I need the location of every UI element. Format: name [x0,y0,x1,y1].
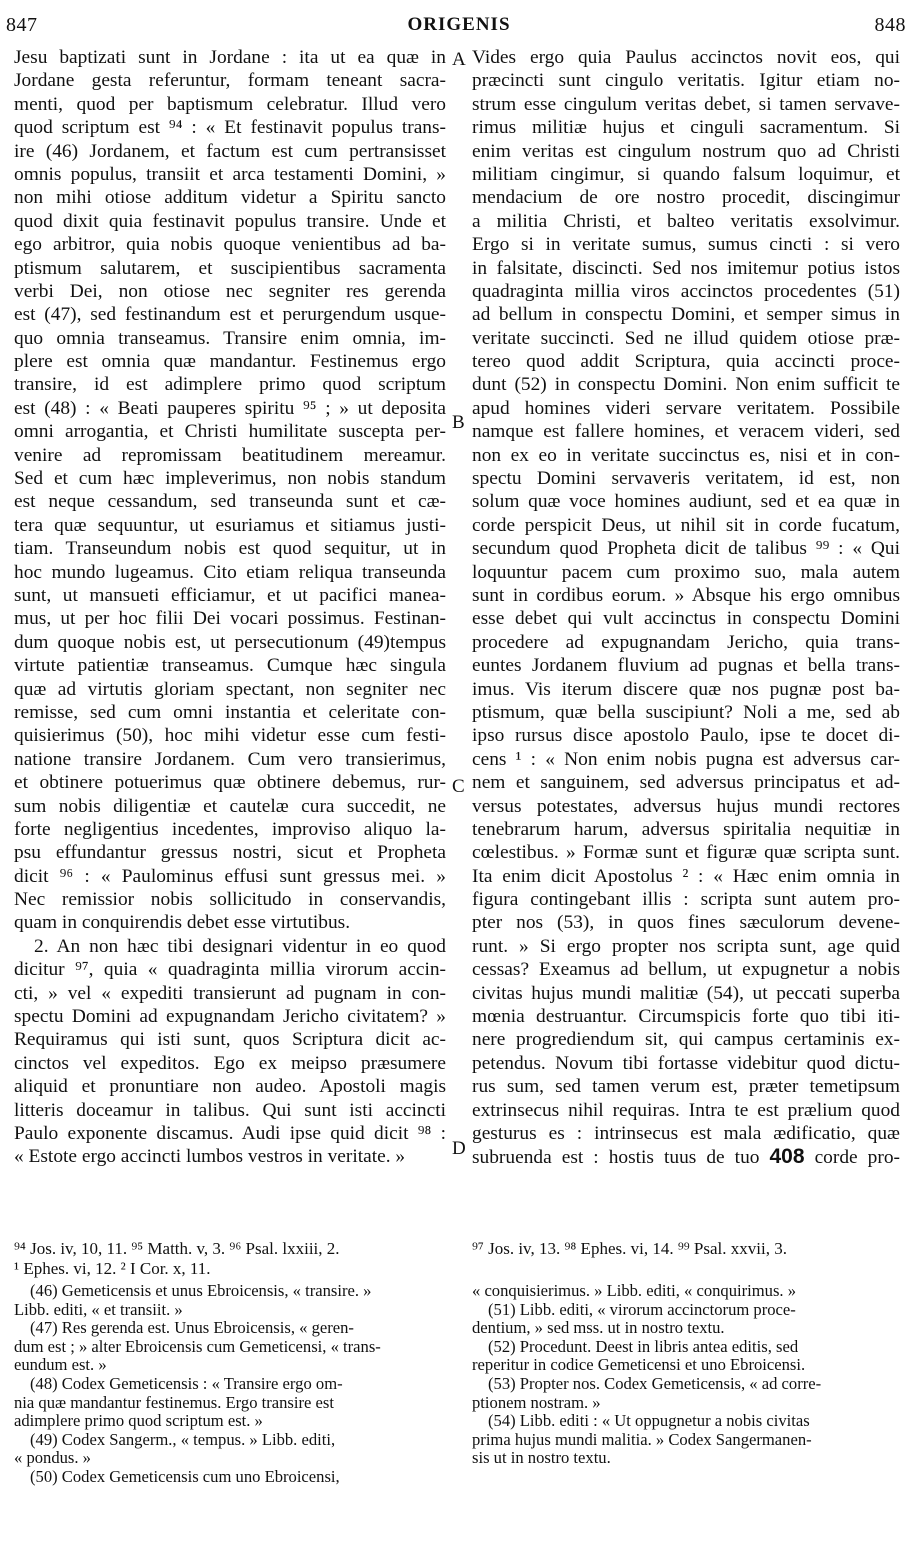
text-line: litteris doceamur in talibus. Qui sunt isti accincti [14,1099,446,1121]
text-line: petendus. Novum tibi fortasse videbitur quod dictu- [472,1052,900,1074]
note-line: (47) Res gerenda est. Unus Ebroicensis, « geren- [30,1319,354,1338]
critical-notes-left [14,1282,446,1487]
note-line: sis ut in nostro textu. [472,1449,611,1468]
column-number: 408 [769,1145,805,1169]
text-line: et obtinere potuerimus quæ obtinere debemus, rur- [14,772,446,794]
note-line: (48) Codex Gemeticensis : « Transire ergo om- [30,1374,343,1393]
text-line: ire (46) Jordanem, et factum est cum pertransisset [14,140,446,162]
note-line: « conquisierimus. » Libb. editi, « conquirimus. » [472,1282,797,1300]
note-line: reperitur in codice Gemeticensi et uno Ebroicensi. [472,1356,806,1375]
text-line: quod scriptum est ⁹⁴ : « Et festinavit populus trans- [14,117,446,139]
text-line: ipso rursus disce apostolo Paulo, ipse te docet di- [472,725,900,747]
footnote-refs-right-1: ⁹⁷ Jos. iv, 13. ⁹⁸ Ephes. vi, 14. ⁹⁹ Psal. xxvii, 3. [472,1239,787,1258]
text-line: procedere ad expugnandam Jericho, quia trans- [472,631,900,653]
text-line: venire ad repromissam beatitudinem mereamur. [14,444,446,466]
text-line: rimus militiæ hujus et cinguli sacramentum. Si [472,117,900,139]
text-line: Paulo exponente discamus. Audi ipse quid dicit ⁹⁸ : [14,1122,446,1144]
text-line: ptismum salutarem, et suscipientibus sacramenta [14,257,446,279]
text-line: mendacium de ore nostro procedit, discingimur [472,187,900,209]
text-line: Nec remissior nobis sollicitudo in conservandis, [14,889,446,911]
text-line: Sed et cum hæc impleverimus, non nobis standum [14,468,446,490]
note-line: (52) Procedunt. Deest in libris antea editis, sed [488,1337,799,1356]
text-line: remisse, sed cum omni instantia et celeritate con- [14,701,446,723]
note-line: (53) Propter nos. Codex Gemeticensis, « ad corre- [488,1374,822,1393]
text-line: Jordane gesta referuntur, formam teneant sacra- [14,70,446,92]
text-line: versus potestates, adversus hujus mundi rectores [472,795,900,817]
margin-letter-d: D [452,1138,466,1159]
text-line: menti, quod per baptismum celebratur. Illud vero [14,93,446,115]
text-line: apud homines videri servare veritatem. Possibile [472,397,900,419]
note-line: (50) Codex Gemeticensis cum uno Ebroicensi, [30,1467,340,1486]
text-line: « Estote ergo accincti lumbos vestros in veritate. » [14,1146,406,1168]
text-line: rus sum, sed tamen verum est, præter temetipsum [472,1076,900,1098]
text-line: præcincti sunt cingulo veritatis. Igitur etiam no- [472,70,900,92]
text-line: nem et sanguinem, sed adversus principatus et ad- [472,772,900,794]
text-line: sunt, ut mansueti efficiamur, et ut pacifici manea- [14,584,446,606]
text-line: natione transire Jordanem. Cum vero transierimus, [14,748,446,770]
text-line: tera quæ sequuntur, ut esuriamus et sitiamus justi- [14,514,446,536]
text-line: euntes Jordanem fluvium ad pugnas et bella trans- [472,655,900,677]
text-line: namque est fallere homines, et veracem videri, sed [472,421,900,443]
text-line: plere est omnia quæ mandantur. Festinemus ergo [14,351,446,373]
text-line: aliquid et pronuntiare non audeo. Apostoli magis [14,1076,446,1098]
text-line: sum nobis diligentiæ et cautelæ cura succedit, ne [14,795,446,817]
text-line: psu effundantur gressus nostri, sicut et Propheta [14,842,446,864]
text-line: militiam cingimur, si quando falsum loquimur, et [472,163,900,185]
critical-notes-right [472,1282,900,1468]
text-line: hoc mundo lugeamus. Cito etiam reliqua transeunda [14,561,446,583]
text-line: spectu Domini servaveris veritatem, id est, non [472,468,900,490]
text-line: enim veritas est cingulum nostrum quo ad Christi [472,140,900,162]
text-line: quod dixit quia festinavit populus transire. Unde et [14,210,446,232]
text-line: solum quæ voce homines audiunt, sed et ea quæ in [472,491,900,513]
text-line: quadraginta millia viros accinctos procedentes (51) [472,280,900,302]
text-line: quæ ad virtutis gloriam spectant, non segniter nec [14,678,446,700]
text-line: dicit ⁹⁶ : « Paulominus effusi sunt gressus mei. » [14,865,446,887]
text-line: omni arrogantia, et Christi humilitate suscepta per- [14,421,446,443]
text-line: Ita enim dicit Apostolus ² : « Hæc enim omnia in [472,865,900,887]
text-line: dunt (52) in conspectu Domini. Non enim sufficit te [472,374,900,396]
text-line: forte negligentius incedentes, improviso aliquo la- [14,818,446,840]
text-line: mœnia destruantur. Circumspicis forte quo tibi iti- [472,1006,900,1028]
footnote-refs-left-2: ¹ Ephes. vi, 12. ² I Cor. x, 11. [14,1259,211,1278]
note-line: adimplere primo quod scriptum est. » [14,1412,263,1431]
page-number-left: 847 [6,14,38,36]
text-line: cœlestibus. » Formæ sunt et figuræ quæ scripta sunt. [472,842,900,864]
footnote-refs-left-1: ⁹⁴ Jos. iv, 10, 11. ⁹⁵ Matth. v, 3. ⁹⁶ Psal. lxxiii, 2. [14,1239,340,1258]
text-line: cinctos vel expeditos. Ego ex meipso præsumere [14,1052,446,1074]
note-line: (54) Libb. editi : « Ut oppugnetur a nobis civitas [488,1412,810,1431]
note-line: (51) Libb. editi, « virorum accinctorum proce- [488,1300,796,1319]
text-fragment: corde pro- [814,1147,900,1169]
text-line: Jesu baptizati sunt in Jordane : ita ut ea quæ in [14,47,446,68]
text-line: strum esse cingulum veritas debet, si tamen servave- [472,93,900,115]
note-line: ptionem nostram. » [472,1393,601,1412]
text-line: sunt in cordibus eorum. » Absque his ergo omnibus [472,584,900,606]
note-line: eundum est. » [14,1356,107,1375]
note-line: prima hujus mundi malitia. » Codex Sangermanen- [472,1430,812,1449]
text-line [472,1145,900,1168]
running-title: ORIGENIS [407,14,511,35]
text-line: in falsitate, discincti. Sed nos imitemur potius istos [472,257,900,279]
text-line: omnis populus, transiit et arca testamenti Domini, » [14,163,446,185]
text-line: 2. An non hæc tibi designari videntur in eo quod [34,935,446,957]
text-line: ad bellum in conspectu Domini, et semper simus in [472,304,900,326]
text-line: Requiramus qui isti sunt, quos Scriptura dicit ac- [14,1029,446,1051]
text-line: extrinsecus nihil requiras. Intra te est prælium quod [472,1099,900,1121]
text-line: dicitur ⁹⁷, quia « quadraginta millia virorum accin- [14,959,446,981]
text-line: pter nos (53), in quos fines sæculorum devene- [472,912,900,934]
note-line: dentium, » sed mss. ut in nostro textu. [472,1319,725,1338]
margin-letter-b: B [452,412,465,433]
text-line: tereo quod addit Scriptura, quia accincti proce- [472,351,900,373]
text-line: cens ¹ : « Non enim nobis pugna est adversus car- [472,748,900,770]
text-line: spectu Domini ad expugnandam Jericho civitatem? » [14,1006,446,1028]
text-line: imus. Vis iterum discere quæ nos pugnæ post ba- [472,678,900,700]
text-line: cti, » vel « expediti transierunt ad pugnam in con- [14,982,446,1004]
text-line: transire, id est adimplere primo quod scriptum [14,374,446,396]
text-line: civitas hujus mundi malitiæ (54), ut peccati superba [472,982,900,1004]
margin-letter-a: A [452,49,466,70]
text-line: a militia Christi, et balteo veritatis exsolvimur. [472,210,900,232]
text-line: quisierimus (50), hoc mihi videtur esse cum festi- [14,725,446,747]
text-line: verbi Dei, non otiose nec segniter res gerenda [14,280,446,302]
text-line: dum quoque nobis est, ut persecutionum (49)tempus [14,631,446,653]
page-number-right: 848 [874,14,906,36]
text-line: virtute patientiæ transeamus. Cumque hæc singula [14,655,446,677]
text-line: non ex eo in veritate succinctus es, nisi et in con- [472,444,900,466]
note-line: nia quæ mandantur festinemus. Ergo transire est [14,1393,334,1412]
text-line: nere progrediendum sit, qui campus certaminis ex- [472,1029,900,1051]
note-line: Libb. editi, « et transiit. » [14,1300,183,1319]
text-line: tenebrarum harum, adversus spiritalia nequitiæ in [472,818,900,840]
text-line: ptismum, quæ bella suscipiunt? Noli a me, sed ab [472,701,900,723]
right-text-column [472,46,900,1169]
text-line: cessas? Exeamus ad bellum, ut expugnetur a nobis [472,959,900,981]
note-line: dum est ; » alter Ebroicensis cum Gemeticensi, « trans- [14,1337,381,1356]
text-line: quam in conquirendis debet esse virtutibus. [14,912,351,934]
text-line: Ergo si in veritate sumus, sumus cincti : si vero [472,234,900,256]
text-line: veritate succincti. Sed ne illud quidem otiose præ- [472,327,900,349]
text-fragment: subruenda est : hostis tuus de tuo [472,1147,760,1169]
text-line: ego arbitror, quia nobis quoque venientibus ad ba- [14,234,446,256]
left-text-column [14,46,446,1169]
text-line: secundum quod Propheta dicit de talibus ⁹⁹ : « Qui [472,538,900,560]
text-line: non mihi otiose additum videtur a Spiritu sancto [14,187,446,209]
text-line: runt. » Si ergo propter nos scripta sunt, age quid [472,935,900,957]
text-line: Vides ergo quia Paulus accinctos novit eos, qui [472,47,900,68]
text-line: loquuntur pacem cum proximo suo, mala autem [472,561,900,583]
text-line: quo omnia transeamus. Transire enim omnia, im- [14,327,446,349]
text-line: est (47), sed festinandum est et perurgendum usque- [14,304,446,326]
text-line: gesturus es : intrinsecus est mala ædificatio, quæ [472,1122,900,1144]
note-line: (46) Gemeticensis et unus Ebroicensis, « transire. » [30,1282,372,1300]
note-line: « pondus. » [14,1449,91,1468]
text-line: figura contingebant illis : scripta sunt autem pro- [472,889,900,911]
text-line: mus, ut per hoc filii Dei vocari possimus. Festinan- [14,608,446,630]
margin-letter-c: C [452,776,465,797]
text-line: corde perspicit Deus, ut nihil sit in corde fucatum, [472,514,900,536]
text-line: esse debet qui vult accinctus in conspectu Domini [472,608,900,630]
text-line: est (48) : « Beati pauperes spiritu ⁹⁵ ; » ut deposita [14,397,446,419]
text-line: est neque cessandum, sed transeunda sunt et cæ- [14,491,446,513]
text-line: tiam. Transeundum nobis est quod sequitur, ut in [14,538,446,560]
note-line: (49) Codex Sangerm., « tempus. » Libb. editi, [30,1430,336,1449]
